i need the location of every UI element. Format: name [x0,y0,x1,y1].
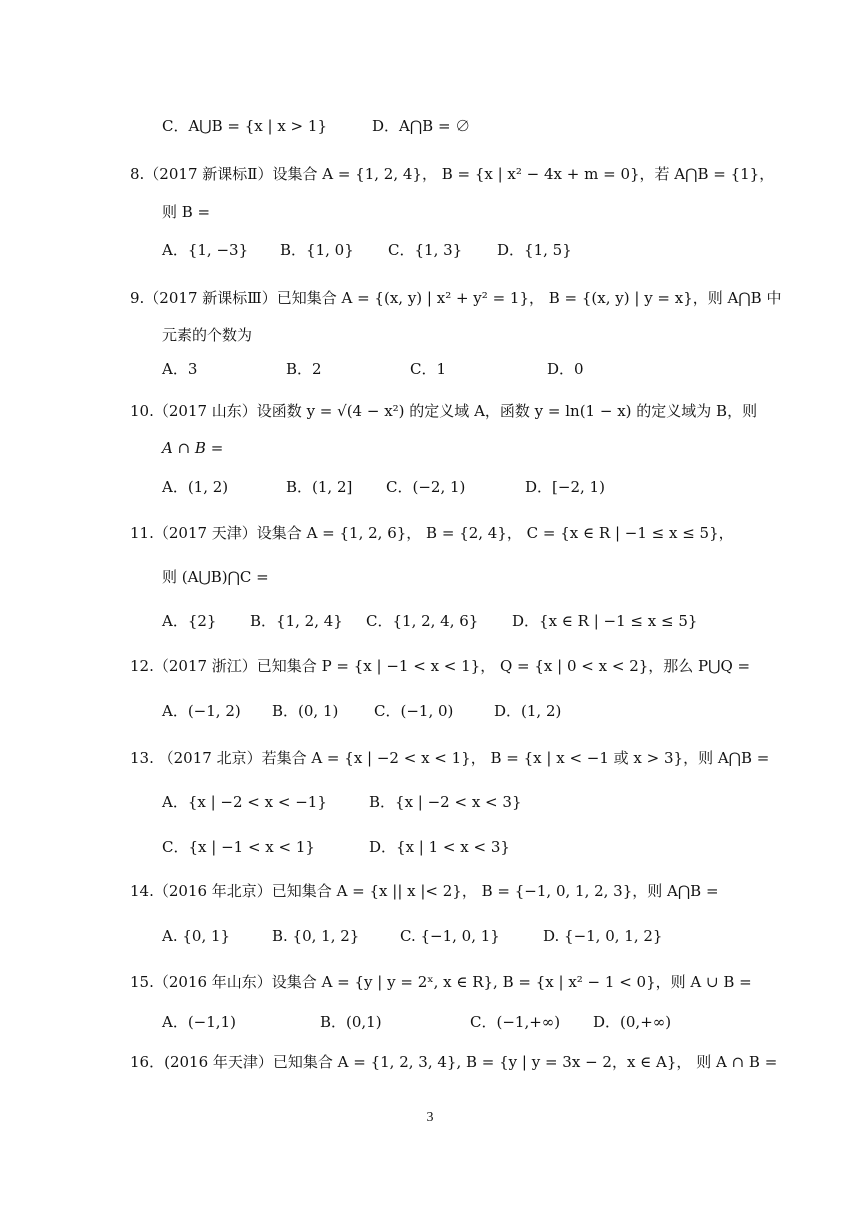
q14-option-d: D. {−1, 0, 1, 2} [543,927,663,945]
q14-option-a: A. {0, 1} [162,927,231,945]
q11-option-d: D．{x ∈ R | −1 ≤ x ≤ 5} [512,612,698,630]
q8-option-d: D．{1, 5} [497,241,572,259]
q14-option-b: B. {0, 1, 2} [272,927,360,945]
q10-option-d: D．[−2, 1) [525,478,605,496]
q13-option-a: A．{x | −2 < x < −1} [162,793,327,811]
q15-option-c: C．(−1,+∞) [470,1013,561,1031]
q7-option-c: C．A⋃B = {x | x > 1} [162,117,327,135]
q11-option-b: B．{1, 2, 4} [250,612,343,630]
q15-stem: 15.（2016 年山东）设集合 A = {y | y = 2ˣ, x ∈ R}, B = {x | x² − 1 < 0}，则 A ∪ B = [130,973,752,991]
q9-option-a: A．3 [162,360,198,378]
q9-option-b: B．2 [286,360,322,378]
q16-stem: 16．(2016 年天津）已知集合 A = {1, 2, 3, 4}, B = {y | y = 3x − 2，x ∈ A}， 则 A ∩ B = [130,1053,778,1071]
q13-stem: 13. （2017 北京）若集合 A = {x | −2 < x < 1}， B = {x | x < −1 或 x > 3}，则 A⋂B = [130,749,770,767]
q8-option-c: C．{1, 3} [388,241,463,259]
q13-option-b: B．{x | −2 < x < 3} [369,793,522,811]
q10-stem-continued: A ∩ B = [162,439,224,457]
q15-option-d: D．(0,+∞) [593,1013,672,1031]
q10-option-c: C．(−2, 1) [386,478,466,496]
q10-option-a: A．(1, 2) [162,478,229,496]
q12-option-b: B．(0, 1) [272,702,339,720]
q11-stem-continued: 则 (A⋃B)⋂C = [162,568,269,586]
q9-option-c: C．1 [410,360,447,378]
q12-option-a: A．(−1, 2) [162,702,241,720]
q13-option-d: D．{x | 1 < x < 3} [369,838,510,856]
q10-option-b: B．(1, 2] [286,478,353,496]
q10-stem: 10.（2017 山东）设函数 y = √(4 − x²) 的定义域 A，函数 y = ln(1 − x) 的定义域为 B，则 [130,402,758,420]
q12-option-d: D．(1, 2) [494,702,562,720]
q9-option-d: D．0 [547,360,584,378]
q14-stem: 14.（2016 年北京）已知集合 A = {x || x |< 2}， B = {−1, 0, 1, 2, 3}，则 A⋂B = [130,882,719,900]
q11-stem: 11.（2017 天津）设集合 A = {1, 2, 6}， B = {2, 4}， C = {x ∈ R | −1 ≤ x ≤ 5}， [130,524,734,542]
q12-option-c: C．(−1, 0) [374,702,454,720]
q9-stem-continued: 元素的个数为 [162,326,253,344]
q8-stem: 8.（2017 新课标Ⅱ）设集合 A = {1, 2, 4}， B = {x | x² − 4x + m = 0}，若 A⋂B = {1}， [130,165,775,183]
q15-option-b: B．(0,1) [320,1013,382,1031]
q14-option-c: C. {−1, 0, 1} [400,927,500,945]
q11-option-a: A．{2} [162,612,217,630]
q7-option-d: D．A⋂B = ∅ [372,117,471,135]
page-number: 3 [426,1110,434,1125]
q8-stem-continued: 则 B = [162,203,211,221]
q9-stem: 9.（2017 新课标Ⅲ）已知集合 A = {(x, y) | x² + y² = 1}， B = {(x, y) | y = x}，则 A⋂B 中 [130,289,782,307]
q13-option-c: C．{x | −1 < x < 1} [162,838,315,856]
q11-option-c: C．{1, 2, 4, 6} [366,612,479,630]
q15-option-a: A．(−1,1) [162,1013,236,1031]
q8-option-b: B．{1, 0} [280,241,354,259]
q12-stem: 12.（2017 浙江）已知集合 P = {x | −1 < x < 1}， Q = {x | 0 < x < 2}，那么 P⋃Q = [130,657,751,675]
q8-option-a: A．{1, −3} [162,241,249,259]
